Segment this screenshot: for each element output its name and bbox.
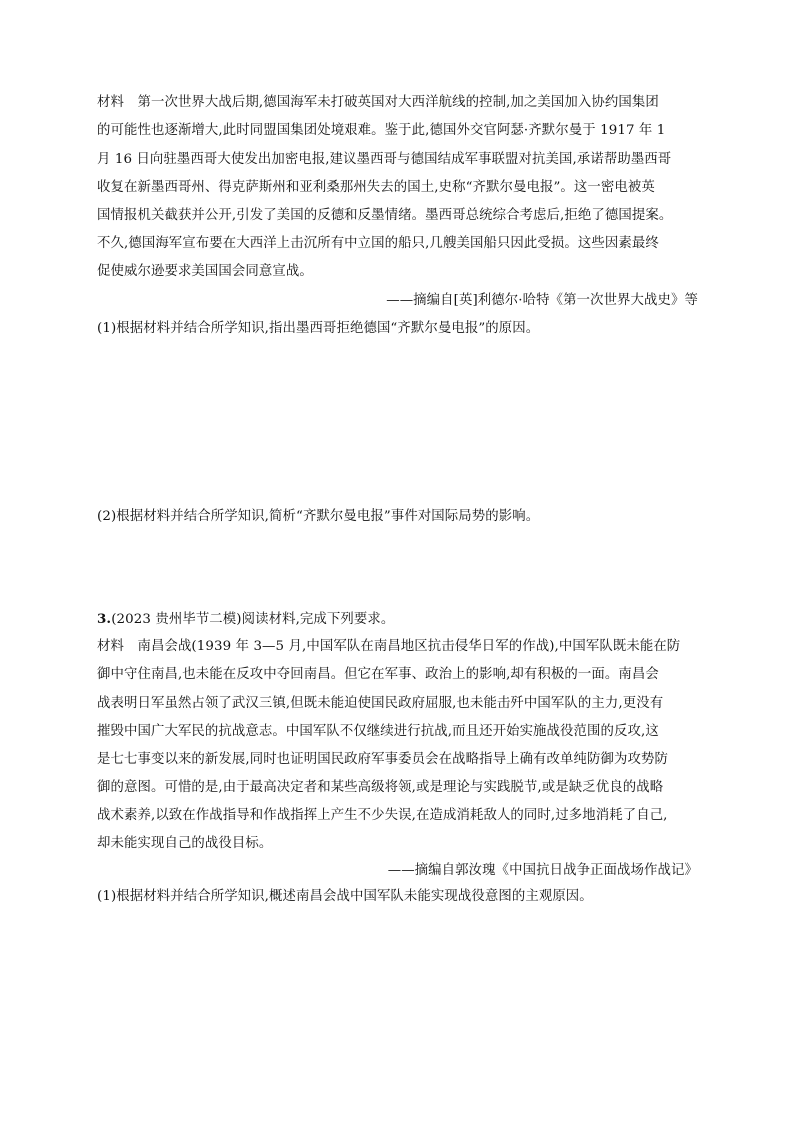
material-1-line-5: 国情报机关截获并公开,引发了美国的反德和反墨情绪。墨西哥总统综合考虑后,拒绝了德国提案。 [97,208,673,223]
material-1-source: ——摘编自[英]利德尔·哈特《第一次世界大战史》等 [386,293,698,308]
material-2-line-4: 摧毁中国广大军民的抗战意志。中国军队不仅继续进行抗战,而且还开始实施战役范围的反攻,这 [97,724,659,739]
material-2-line-8: 却未能实现自己的战役目标。 [97,836,273,851]
question-2-1: (1)根据材料并结合所学知识,指出墨西哥拒绝德国“齐默尔曼电报”的原因。 [97,321,540,336]
material-1-line-7: 促使威尔逊要求美国国会同意宣战。 [97,264,313,279]
material-2-line-1: 材料 南昌会战(1939 年 3—5 月,中国军队在南昌地区抗击侵华日军的作战),中国军队既未能在防 [97,639,681,654]
material-2-line-2: 御中守住南昌,也未能在反攻中夺回南昌。但它在军事、政治上的影响,却有积极的一面。南昌会 [97,667,659,682]
material-1-line-6: 不久,德国海军宣布要在大西洋上击沉所有中立国的船只,几艘美国船只因此受损。这些因素最终 [97,236,659,251]
question-3-header-text: (2023 贵州毕节二模)阅读材料,完成下列要求。 [111,612,395,627]
question-2-2: (2)根据材料并结合所学知识,简析“齐默尔曼电报”事件对国际局势的影响。 [97,509,540,524]
material-2-line-3: 战表明日军虽然占领了武汉三镇,但既未能迫使国民政府屈服,也未能击歼中国军队的主力,更没有 [97,696,664,711]
material-2-line-6: 御的意图。可惜的是,由于最高决定者和某些高级将领,或是理论与实践脱节,或是缺乏优良的战略 [97,780,664,795]
question-3-1: (1)根据材料并结合所学知识,概述南昌会战中国军队未能实现战役意图的主观原因。 [97,889,593,904]
question-3-header [97,610,394,629]
material-2-line-5: 是七七事变以来的新发展,同时也证明国民政府军事委员会在战略指导上确有改单纯防御为攻势防 [97,752,668,767]
question-3-number: 3. [97,611,112,627]
material-1-line-2: 的可能性也逐渐增大,此时同盟国集团处境艰难。鉴于此,德国外交官阿瑟·齐默尔曼于 1917 年 1 [97,123,666,138]
material-1-line-1: 材料 第一次世界大战后期,德国海军未打破英国对大西洋航线的控制,加之美国加入协约国集团 [97,95,659,110]
material-2-line-7: 战术素养,以致在作战指导和作战指挥上产生不少失误,在造成消耗敌人的同时,过多地消耗了自己, [97,808,668,823]
material-1-line-3: 月 16 日向驻墨西哥大使发出加密电报,建议墨西哥与德国结成军事联盟对抗美国,承诺帮助墨西哥 [97,152,672,167]
material-1-line-4: 收复在新墨西哥州、得克萨斯州和亚利桑那州失去的国土,史称“齐默尔曼电报”。这一密电被英 [97,180,655,195]
material-2-source: ——摘编自郭汝瑰《中国抗日战争正面战场作战记》 [387,863,698,878]
